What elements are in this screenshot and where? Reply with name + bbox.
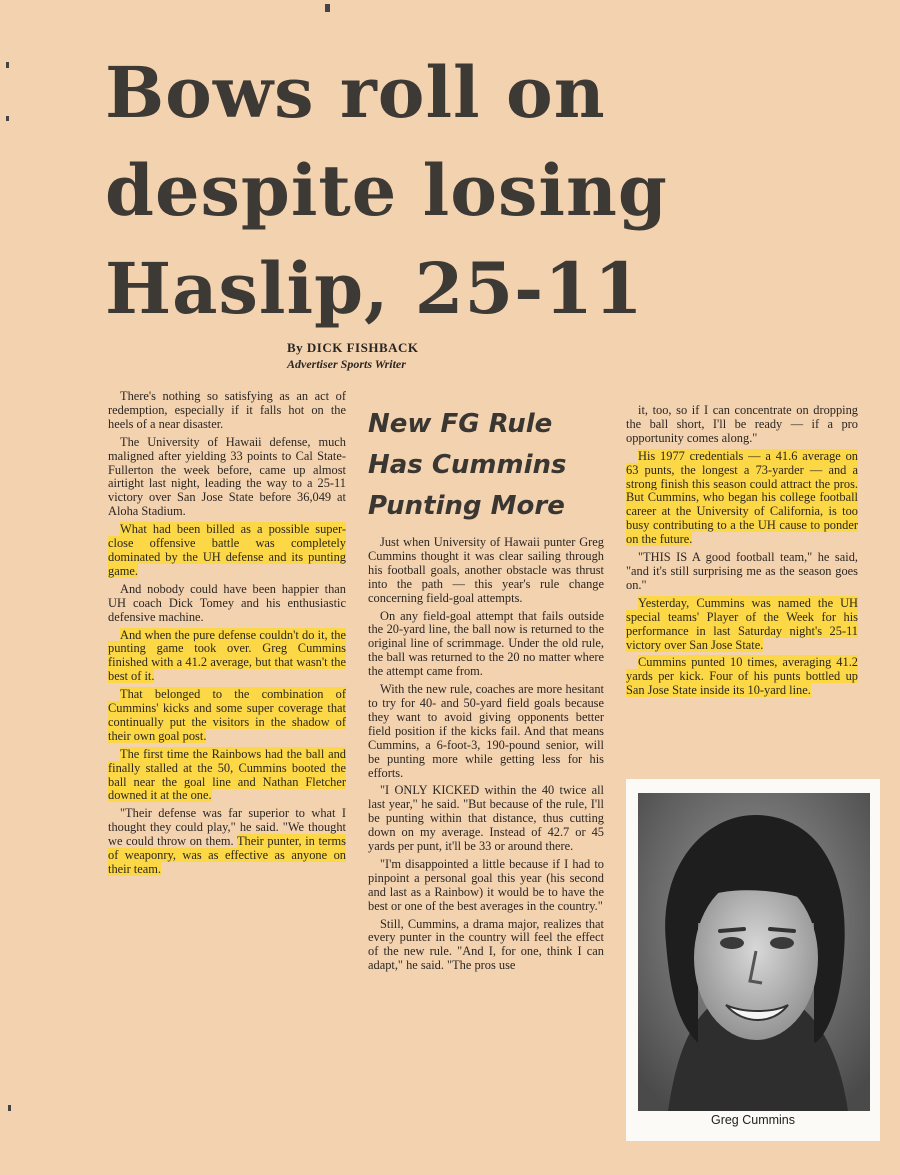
- paragraph: [108, 807, 346, 877]
- paragraph: it, too, so if I can concentrate on dropping the ball short, I'll be ready — if a pro opportunity comes along.": [626, 403, 858, 445]
- highlight: His 1977 credentials — a 41.6 average on 63 punts, the longest a 73-yarder — and a strong finish this season could attract the pros. But Cummins, who began his college football career at the University of California, is too busy contributing to a the UH cause to ponder on the future.: [626, 448, 858, 547]
- byline: [287, 340, 419, 372]
- paragraph: "I ONLY KICKED within the 40 twice all last year," he said. "But because of the rule, I'll be punting within that distance, thus cutting down on my average. Instead of 42.7 or 45 yards per punt, it'll be 33 or around there.: [368, 783, 604, 854]
- subheadline: [368, 404, 604, 527]
- staple-mark: [325, 4, 330, 12]
- staple-mark: [6, 116, 9, 121]
- headline-line-2: despite losing: [105, 149, 668, 232]
- article-column-2: [368, 536, 604, 977]
- headline-line-1: Bows roll on: [105, 51, 606, 134]
- paragraph-text: "Their defense was far superior to what I thought they could play," he said. "We thought we could throw on them.: [108, 806, 346, 849]
- paragraph-highlighted: [626, 656, 858, 698]
- article-column-1: [108, 390, 346, 881]
- headline: [105, 44, 668, 338]
- subheadline-line-3: Punting More: [368, 491, 565, 521]
- highlight: Cummins punted 10 times, averaging 41.2 yards per kick. Four of his punts bottled up San Jose State inside its 10-yard line.: [626, 655, 858, 698]
- paragraph-highlighted: [626, 450, 858, 547]
- paragraph: With the new rule, coaches are more hesitant to try for 40- and 50-yard field goals because they want to avoid giving opponents better field position if the kicks fail. And that means Cummins, a 6-foot-3, 190-pound senior, will be punting more while getting less for his efforts.: [368, 682, 604, 780]
- byline-name: By DICK FISHBACK: [287, 340, 419, 355]
- paragraph: "THIS IS A good football team," he said, "and it's still surprising me as the season goes on.": [626, 550, 858, 592]
- portrait-photo: [638, 793, 870, 1111]
- article-column-3: [626, 404, 858, 702]
- highlight: And when the pure defense couldn't do it, the punting game took over. Greg Cummins finished with a 41.2 average, but that wasn't the best of it.: [108, 627, 346, 684]
- paragraph-highlighted: [626, 597, 858, 653]
- paragraph: The University of Hawaii defense, much maligned after yielding 33 points to Cal State-Fullerton the week before, came up almost airtight last night, leading the way to a 25-11 victory over San Jose State before 36,049 at Aloha Stadium.: [108, 434, 346, 519]
- paragraph: Just when University of Hawaii punter Greg Cummins thought it was clear sailing through his football goals, another obstacle was thrust into the path — this year's rule change concerning field-goal attempts.: [368, 535, 604, 605]
- highlight: The first time the Rainbows had the ball and finally stalled at the 50, Cummins booted the ball near the goal line and Nathan Fletcher downed it at the one.: [108, 746, 346, 803]
- paragraph: On any field-goal attempt that fails outside the 20-yard line, the ball now is returned to the original line of scrimmage. Under the old rule, the ball was returned to the 20 no matter where the attempt came from.: [368, 608, 604, 679]
- staple-mark: [8, 1105, 11, 1111]
- paragraph-highlighted: [108, 688, 346, 744]
- paragraph-highlighted: [108, 748, 346, 804]
- paragraph: There's nothing so satisfying as an act of redemption, especially if it falls hot on the heels of a near disaster.: [108, 389, 346, 431]
- subheadline-line-1: New FG Rule: [368, 409, 553, 439]
- photo-caption: Greg Cummins: [710, 1113, 796, 1127]
- subheadline-line-2: Has Cummins: [368, 450, 567, 480]
- paragraph-highlighted: [108, 523, 346, 579]
- paragraph: And nobody could have been happier than UH coach Dick Tomey and his enthusiastic defensive machine.: [108, 581, 346, 624]
- highlight: What had been billed as a possible super-close offensive battle was completely dominated by the UH defense and its punting game.: [108, 522, 346, 578]
- photo-frame: [626, 779, 880, 1141]
- paragraph-highlighted: [108, 629, 346, 685]
- highlight: Their punter, in terms of weaponry, was as effective as anyone on their team.: [108, 834, 346, 876]
- headline-line-3: Haslip, 25-11: [105, 247, 644, 330]
- staple-mark: [6, 62, 9, 68]
- highlight: Yesterday, Cummins was named the UH special teams' Player of the Week for his performance in last Saturday night's 25-11 victory over San Jose State.: [626, 595, 858, 652]
- paragraph: "I'm disappointed a little because if I had to pinpoint a personal goal this year (his second and last as a Rainbow) it would be to have the best or one of the best averages in the country.": [368, 856, 604, 913]
- paragraph: Still, Cummins, a drama major, realizes that every punter in the country will feel the effect of the new rule. "And I, for one, think I can adapt," he said. "The pros use: [368, 916, 604, 973]
- highlight: That belonged to the combination of Cummins' kicks and some super coverage that continually put the visitors in the shadow of their own goal post.: [108, 687, 346, 743]
- byline-role: Advertiser Sports Writer: [287, 357, 406, 371]
- portrait-illustration: [638, 793, 870, 1111]
